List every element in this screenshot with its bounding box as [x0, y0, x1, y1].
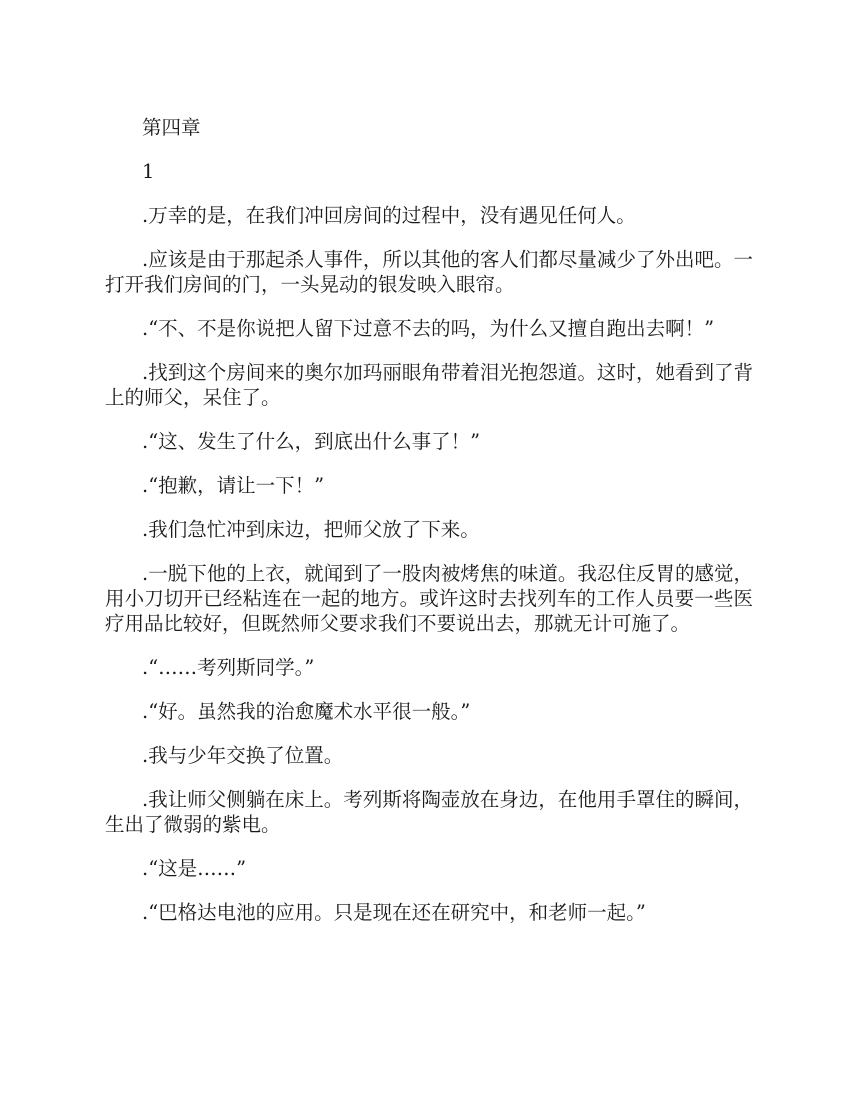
document-page — [105, 115, 753, 944]
paragraph: .我与少年交换了位置。 — [142, 744, 344, 767]
paragraph: .“……考列斯同学。” — [142, 656, 315, 679]
paragraph: .一脱下他的上衣，就闻到了一股肉被烤焦的味道。我忍住反胃的感觉，用小刀切开已经粘连在一起的地方。或许这时去找列车的工作人员要一些医疗用品比较好，但既然师父要求我们不要说出去，那就无计可施了。 — [105, 562, 753, 635]
paragraph: .应该是由于那起杀人事件，所以其他的客人们都尽量减少了外出吧。一打开我们房间的门，一头晃动的银发映入眼帘。 — [105, 248, 753, 296]
paragraph: .“不、不是你说把人留下过意不去的吗，为什么又擅自跑出去啊！” — [142, 317, 715, 340]
paragraph: .找到这个房间来的奥尔加玛丽眼角带着泪光抱怨道。这时，她看到了背上的师父，呆住了。 — [105, 361, 753, 409]
paragraph: .万幸的是，在我们冲回房间的过程中，没有遇见任何人。 — [142, 204, 636, 227]
paragraph: .我让师父侧躺在床上。考列斯将陶壶放在身边，在他用手罩住的瞬间，生出了微弱的紫电。 — [105, 788, 753, 836]
paragraph: .“好。虽然我的治愈魔术水平很一般。” — [142, 700, 471, 723]
paragraph: .“抱歉，请让一下！” — [142, 474, 325, 497]
section-number: 1 — [142, 160, 155, 183]
paragraph: .我们急忙冲到床边，把师父放了下来。 — [142, 518, 480, 541]
paragraph: .“这是……” — [142, 857, 247, 880]
paragraph: .“这、发生了什么，到底出什么事了！” — [142, 430, 481, 453]
chapter-title: 第四章 — [142, 116, 201, 139]
paragraph: .“巴格达电池的应用。只是现在还在研究中，和老师一起。” — [142, 901, 646, 924]
